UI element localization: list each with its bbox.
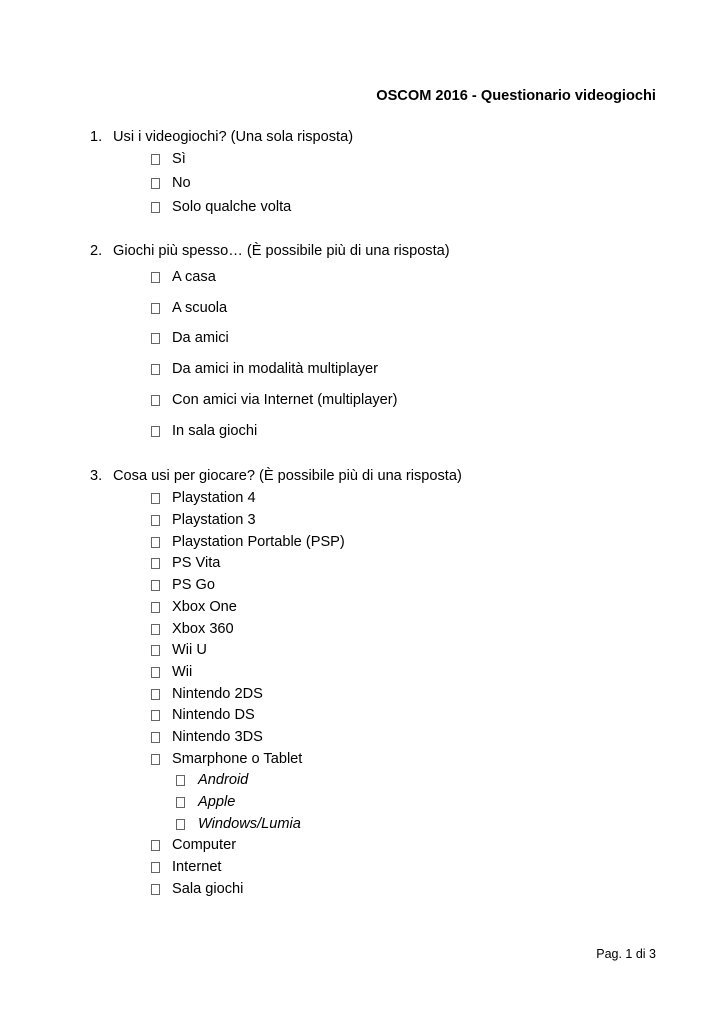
option-solo-qualche-volta[interactable]: [151, 200, 291, 215]
option-label: Nintendo 2DS: [172, 686, 263, 702]
page-number: Pag. 1 di 3: [596, 947, 656, 961]
option-label: PS Go: [172, 577, 215, 593]
option-label: Solo qualche volta: [172, 199, 292, 215]
checkbox[interactable]: [176, 819, 185, 830]
option-wii-u[interactable]: [151, 643, 207, 658]
option-label: Da amici: [172, 330, 229, 346]
checkbox[interactable]: [151, 558, 160, 569]
checkbox[interactable]: [151, 667, 160, 678]
question-number: 1.: [90, 129, 103, 145]
option-a-scuola[interactable]: [151, 301, 227, 316]
option-ps-go[interactable]: [151, 578, 215, 593]
option-playstation-4[interactable]: [151, 491, 256, 506]
option-xbox-360[interactable]: [151, 622, 234, 637]
checkbox[interactable]: [176, 775, 185, 786]
option-nintendo-3ds[interactable]: [151, 730, 263, 745]
checkbox[interactable]: [151, 689, 160, 700]
question-text: Giochi più spesso… (È possibile più di una risposta): [113, 243, 450, 259]
checkbox[interactable]: [151, 884, 160, 895]
checkbox[interactable]: [151, 272, 160, 283]
question-text: Cosa usi per giocare? (È possibile più di una risposta): [113, 468, 462, 484]
checkbox[interactable]: [151, 645, 160, 656]
option-label: Nintendo 3DS: [172, 729, 263, 745]
option-label: Sì: [172, 151, 186, 167]
option-no[interactable]: [151, 176, 191, 191]
checkbox[interactable]: [176, 797, 185, 808]
option-label: Playstation Portable (PSP): [172, 534, 345, 550]
option-label: In sala giochi: [172, 423, 258, 439]
option-label: PS Vita: [172, 555, 221, 571]
option-con-amici-via-internet[interactable]: [151, 393, 397, 408]
checkbox[interactable]: [151, 840, 160, 851]
option-playstation-3[interactable]: [151, 513, 256, 528]
option-in-sala-giochi[interactable]: [151, 424, 257, 439]
checkbox[interactable]: [151, 537, 160, 548]
option-nintendo-ds[interactable]: [151, 708, 255, 723]
option-da-amici-multiplayer[interactable]: [151, 362, 378, 377]
option-label: Playstation 3: [172, 512, 256, 528]
question-number: 3.: [90, 468, 103, 484]
checkbox[interactable]: [151, 333, 160, 344]
page-title: OSCOM 2016 - Questionario videogiochi: [376, 88, 656, 104]
checkbox[interactable]: [151, 624, 160, 635]
option-label: Internet: [172, 859, 222, 875]
option-label: Nintendo DS: [172, 707, 255, 723]
option-windows-lumia[interactable]: [176, 817, 301, 832]
option-label: Wii: [172, 664, 193, 680]
option-ps-vita[interactable]: [151, 556, 220, 571]
checkbox[interactable]: [151, 493, 160, 504]
option-wii[interactable]: [151, 665, 192, 680]
question-3: [90, 469, 462, 484]
option-internet[interactable]: [151, 860, 222, 875]
checkbox[interactable]: [151, 303, 160, 314]
option-label: Sala giochi: [172, 881, 244, 897]
checkbox[interactable]: [151, 154, 160, 165]
checkbox[interactable]: [151, 580, 160, 591]
checkbox[interactable]: [151, 710, 160, 721]
checkbox[interactable]: [151, 178, 160, 189]
option-label: Playstation 4: [172, 490, 256, 506]
checkbox[interactable]: [151, 364, 160, 375]
option-nintendo-2ds[interactable]: [151, 687, 263, 702]
option-label: Smarphone o Tablet: [172, 751, 303, 767]
option-label: Wii U: [172, 642, 207, 658]
option-sala-giochi[interactable]: [151, 882, 243, 897]
question-number: 2.: [90, 243, 103, 259]
option-label: Da amici in modalità multiplayer: [172, 361, 379, 377]
option-label: Xbox One: [172, 599, 237, 615]
checkbox[interactable]: [151, 426, 160, 437]
option-label: Android: [198, 772, 249, 788]
option-xbox-one[interactable]: [151, 600, 237, 615]
option-si[interactable]: [151, 152, 186, 167]
checkbox[interactable]: [151, 862, 160, 873]
option-label: No: [172, 175, 191, 191]
question-text: Usi i videogiochi? (Una sola risposta): [113, 129, 354, 145]
question-2: [90, 244, 450, 259]
checkbox[interactable]: [151, 395, 160, 406]
option-label: Apple: [198, 794, 236, 810]
option-smarphone-tablet[interactable]: [151, 752, 302, 767]
option-label: A scuola: [172, 300, 228, 316]
option-psp[interactable]: [151, 535, 345, 550]
option-label: Windows/Lumia: [198, 816, 301, 832]
checkbox[interactable]: [151, 202, 160, 213]
option-label: A casa: [172, 269, 216, 285]
option-label: Con amici via Internet (multiplayer): [172, 392, 398, 408]
question-1: [90, 130, 353, 145]
option-label: Xbox 360: [172, 621, 234, 637]
checkbox[interactable]: [151, 732, 160, 743]
checkbox[interactable]: [151, 602, 160, 613]
option-a-casa[interactable]: [151, 270, 216, 285]
option-label: Computer: [172, 837, 237, 853]
option-da-amici[interactable]: [151, 331, 229, 346]
option-computer[interactable]: [151, 838, 236, 853]
option-android[interactable]: [176, 773, 248, 788]
checkbox[interactable]: [151, 515, 160, 526]
option-apple[interactable]: [176, 795, 235, 810]
checkbox[interactable]: [151, 754, 160, 765]
